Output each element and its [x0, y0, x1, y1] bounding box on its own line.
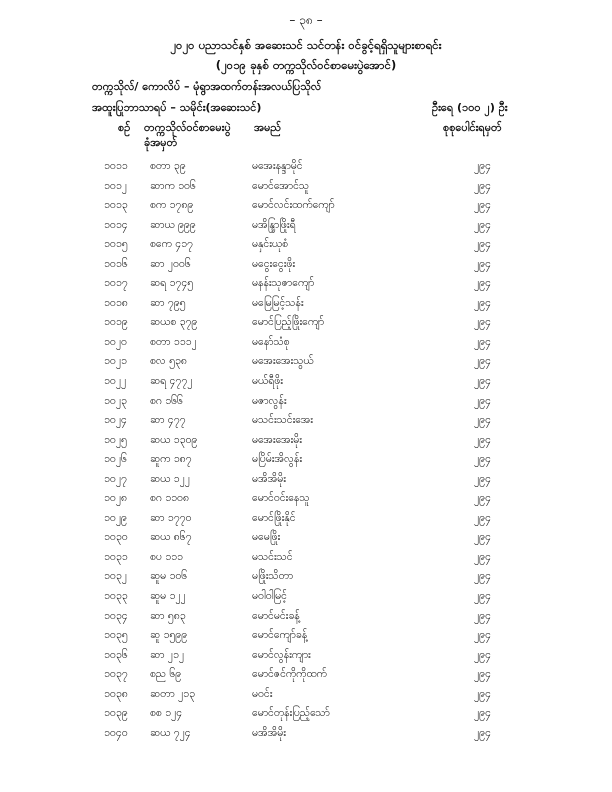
table-row: [0, 490, 612, 510]
student-name: မဖြိုးသိတာ: [252, 570, 294, 583]
student-name: မောင်လွန်းကျား: [252, 648, 311, 661]
total-score: ၂၉၄: [474, 492, 491, 505]
row-number: ၁၀၂၇: [104, 472, 127, 485]
student-name: မောင်တုန်းပြည့်သော်: [252, 707, 330, 720]
total-score: ၂၉၄: [474, 687, 491, 700]
roll-number: ဆရ ၁၇၄၅: [150, 277, 194, 290]
student-name: မအေးအေးသွယ်: [252, 355, 314, 368]
student-name: မငွေးငွေးဖိုး: [252, 257, 296, 270]
total-score: ၂၉၄: [474, 335, 491, 348]
student-name: မအိအိမိုး: [252, 472, 286, 485]
row-number: ၁၀၃၂: [104, 570, 127, 583]
table-row: [0, 510, 612, 530]
student-name: မနှင်းယုစံ: [252, 238, 289, 251]
roll-number: ဆူမ ၁၀၆: [150, 570, 188, 583]
results-table: [0, 158, 612, 744]
table-row: [0, 197, 612, 217]
roll-number: စဂ ၁၁၀၈: [150, 492, 189, 505]
student-name: မနန်းသုဇာကျော်: [252, 277, 315, 290]
roll-number: ဆယစ ၃၇၉: [150, 316, 198, 329]
total-score: ၂၉၄: [474, 375, 491, 388]
student-name: မဝါဝါမြင့်: [252, 590, 288, 603]
roll-number: စစ ၁၂၄: [150, 707, 183, 720]
table-row: [0, 568, 612, 588]
roll-number: ဆာ ၅၈၃: [150, 609, 186, 622]
student-name: မောင်မင်းခန့်: [252, 609, 300, 622]
table-row: [0, 217, 612, 237]
total-score: ၂၉၄: [474, 707, 491, 720]
student-name: မယ်ရီဖိုး: [252, 375, 283, 388]
student-name: မောင်ဇင်ကိုကိုထက်: [252, 668, 327, 681]
total-score: ၂၉၄: [474, 550, 491, 563]
table-row: [0, 158, 612, 178]
student-name: မအိန္ဒြာဖြိုးရီ: [252, 218, 296, 231]
row-number: ၁၀၃၃: [104, 590, 128, 603]
total-score: ၂၉၄: [474, 238, 491, 251]
student-name: မအေးနန္ဒာမိုင်: [252, 160, 303, 172]
roll-number: စကေ ၄၁၇: [150, 238, 193, 251]
table-row: [0, 725, 612, 745]
student-name: မဇာလွန်း: [252, 394, 287, 407]
student-name: မအေးအေးမိုး: [252, 433, 302, 446]
table-row: [0, 627, 612, 647]
total-score: ၂၉၄: [474, 472, 491, 485]
row-number: ၁၀၄၀: [104, 726, 128, 739]
row-number: ၁၀၃၄: [104, 609, 128, 622]
row-number: ၁၀၃၁: [104, 550, 128, 563]
student-name: မောင်ဖြိုးနိုင်: [252, 511, 296, 524]
row-number: ၁၀၁၆: [104, 257, 128, 270]
total-score: ၂၉၄: [474, 296, 491, 309]
row-number: ၁၀၂၉: [104, 511, 127, 524]
roll-number: ဆရ ၄၇၇၂: [150, 375, 193, 388]
total-score: ၂၉၄: [474, 414, 491, 427]
total-score: ၂၉၄: [474, 355, 491, 368]
table-row: [0, 549, 612, 569]
row-number: ၁၀၁၃: [104, 199, 128, 212]
total-score: ၂၉၄: [474, 160, 491, 172]
roll-number: စတာ ၁၁၁၂: [150, 335, 197, 348]
student-name: မောင်ဝင်းနေသူ: [252, 492, 310, 505]
table-row: [0, 256, 612, 276]
column-header-roll: တက္ကသိုလ်ဝင်စာမေးပွဲ: [144, 121, 231, 134]
roll-number: စလ ၅၃၈: [150, 355, 187, 368]
total-score: ၂၉၄: [474, 257, 491, 270]
column-header-roll-line2: ခုံအမှတ်: [144, 136, 178, 149]
total-score: ၂၉၄: [474, 570, 491, 583]
table-row: [0, 588, 612, 608]
row-number: ၁၀၁၈: [104, 296, 128, 309]
document-title: ၂၀၂၀ ပညာသင်နှစ် အဆေးသင် သင်တန်း ဝင်ခွင့်ရရှိသူများစာရင်း: [170, 38, 442, 52]
total-score: ၂၉၄: [474, 453, 491, 466]
row-number: ၁၀၃၉: [104, 707, 128, 720]
total-score: ၂၉၄: [474, 179, 491, 192]
total-score: ၂၉၄: [474, 609, 491, 622]
student-name: မသင်းသင်: [252, 550, 293, 563]
roll-number: စပ ၁၁၁: [150, 550, 183, 563]
table-row: [0, 451, 612, 471]
row-number: ၁၀၁၅: [104, 238, 128, 251]
roll-number: စဂ ၁၆၆: [150, 394, 183, 407]
student-name: မမေဖြိုး: [252, 531, 281, 544]
type-label: အထူးပြုဘာသာရပ် – သမိုင်း(အဆေးသင်): [92, 101, 262, 114]
row-number: ၁၀၂၈: [104, 492, 127, 505]
page-number: – ၃၈ –: [289, 13, 323, 27]
student-name: မနော်သံစု: [252, 335, 290, 348]
total-score: ၂၉၄: [474, 629, 491, 642]
row-number: ၁၀၂၅: [104, 433, 127, 446]
total-score: ၂၉၄: [474, 218, 491, 231]
student-name: မအိအိမိုး: [252, 726, 286, 739]
roll-number: ဆာယ ၉၉၉: [150, 218, 196, 231]
roll-number: စတာ ၃၉: [150, 160, 186, 172]
total-score: ၂၉၄: [474, 668, 491, 681]
region-label: တက္ကသိုလ်/ ကောလိပ် – မုံရွာအထက်တန်းအလယ်ပြသိုလ်: [92, 80, 322, 93]
table-row: [0, 412, 612, 432]
student-name: မောင်ကျော်ခန့်: [252, 629, 308, 642]
table-row: [0, 334, 612, 354]
roll-number: ဆာ ၇၉၅: [150, 296, 186, 309]
row-number: ၁၀၃၆: [104, 648, 128, 661]
roll-number: ဆယ ၇၂၄: [150, 726, 191, 739]
roll-number: ဆယ ၈၆၇: [150, 531, 192, 544]
roll-number: ဆူ ၁၅၉၉: [150, 629, 188, 642]
table-row: [0, 178, 612, 198]
table-row: [0, 529, 612, 549]
table-row: [0, 705, 612, 725]
total-score: ၂၉၄: [474, 531, 491, 544]
student-name: မောင်လင်းထက်ကျော်: [252, 199, 335, 212]
student-name: မသင်းသင်းအေး: [252, 414, 313, 427]
table-row: [0, 432, 612, 452]
table-row: [0, 666, 612, 686]
table-row: [0, 686, 612, 706]
row-number: ၁၀၁၇: [104, 277, 128, 290]
table-row: [0, 314, 612, 334]
roll-number: ဆာ ၂၀၀၆: [150, 257, 191, 270]
total-score: ၂၉၄: [474, 511, 491, 524]
table-row: [0, 295, 612, 315]
total-score: ၂၉၄: [474, 394, 491, 407]
total-score: ၂၉၄: [474, 316, 491, 329]
table-row: [0, 373, 612, 393]
roll-number: ဆာ ၄၇၇: [150, 414, 186, 427]
total-score: ၂၉၄: [474, 590, 491, 603]
row-number: ၁၀၃၇: [104, 668, 128, 681]
column-header-no: စဉ်: [118, 121, 131, 134]
roll-number: ဆတာ ၂၁၃: [150, 687, 195, 700]
student-name: မဝင်း: [252, 687, 273, 700]
student-name: မပြိမ်းအိလွန်း: [252, 453, 302, 466]
student-name: မောင်အောင်သူ: [252, 179, 310, 192]
student-name: မောင်ပြည့်ဖြိုးကျော်: [252, 316, 325, 329]
roll-number: ဆယ ၁၃၀၉: [150, 433, 198, 446]
row-number: ၁၀၁၂: [104, 179, 127, 192]
table-row: [0, 353, 612, 373]
table-row: [0, 393, 612, 413]
total-score: ၂၉၄: [474, 648, 491, 661]
row-number: ၁၀၂၆: [104, 453, 127, 466]
total-score: ၂၉၄: [474, 433, 491, 446]
roll-number: စည ၆၉: [150, 668, 182, 681]
row-number: ၁၀၁၉: [104, 316, 128, 329]
row-number: ၁၀၂၄: [104, 414, 127, 427]
total-score: ၂၉၄: [474, 726, 491, 739]
total-score: ၂၉၄: [474, 277, 491, 290]
column-header-score: စုစုပေါင်းရမှတ်: [443, 121, 502, 134]
row-number: ၁၀၂၀: [104, 335, 127, 348]
column-header-name: အမည်: [254, 121, 282, 134]
total-score: ၂၉၄: [474, 199, 491, 212]
score-note: ဦးရေ (၁၀၀ ၂) ဦး: [432, 101, 508, 114]
table-row: [0, 647, 612, 667]
student-name: မမြေမြင့်သန်း: [252, 296, 304, 309]
roll-number: စက ၁၇၈၉: [150, 199, 194, 212]
row-number: ၁၀၂၂: [104, 375, 127, 388]
table-row: [0, 275, 612, 295]
row-number: ၁၀၃၅: [104, 629, 128, 642]
roll-number: ဆယ ၁၂၂: [150, 472, 190, 485]
row-number: ၁၀၁၄: [104, 218, 128, 231]
roll-number: ဆာ ၂၁၂: [150, 648, 185, 661]
table-row: [0, 236, 612, 256]
table-row: [0, 471, 612, 491]
document-subtitle: (၂၀၁၉ ခုနှစ် တက္ကသိုလ်ဝင်စာမေးပွဲအောင်): [215, 58, 397, 72]
row-number: ၁၀၃၈: [104, 687, 128, 700]
roll-number: ဆူက ၁၈၇: [150, 453, 192, 466]
row-number: ၁၀၂၃: [104, 394, 127, 407]
row-number: ၁၀၁၁: [104, 160, 128, 172]
table-row: [0, 608, 612, 628]
row-number: ၁၀၂၁: [104, 355, 127, 368]
roll-number: ဆာ ၁၇၇၀: [150, 511, 192, 524]
row-number: ၁၀၃၀: [104, 531, 128, 544]
roll-number: ဆူမ ၁၂၂: [150, 590, 186, 603]
roll-number: ဆာက ၁၀၆: [150, 179, 196, 192]
